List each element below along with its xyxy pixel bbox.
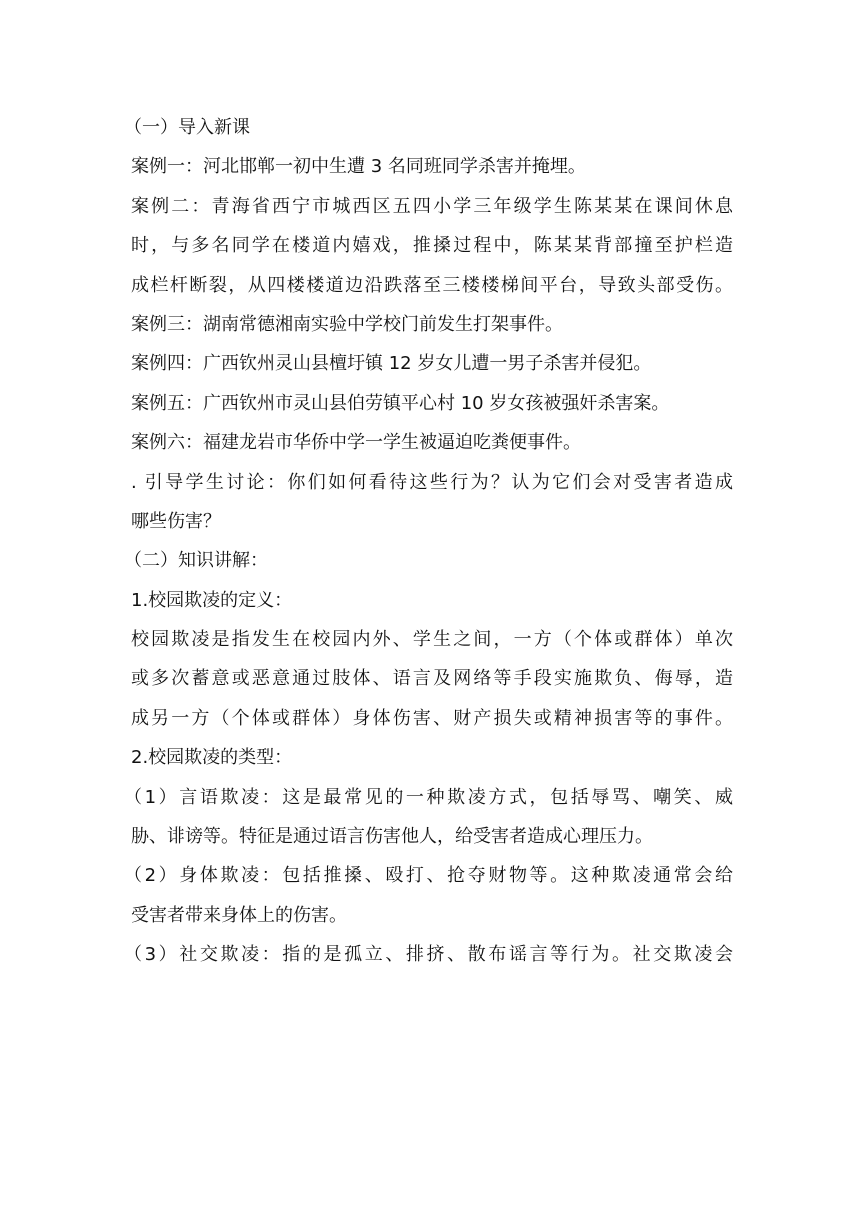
case-one: 案例一：河北邯郸一初中生遭 3 名同班同学杀害并掩埋。: [131, 156, 586, 178]
case-five: 案例五：广西钦州市灵山县伯劳镇平心村 10 岁女孩被强奸杀害案。: [131, 392, 670, 414]
discussion-prompt-line-2: 哪些伤害？: [131, 510, 221, 532]
case-two-line-3: 成栏杆断裂，从四楼楼道边沿跌落至三楼楼梯间平台，导致头部受伤。: [131, 274, 733, 296]
definition-line-1: 校园欺凌是指发生在校园内外、学生之间，一方（个体或群体）单次: [131, 629, 733, 651]
physical-bullying-line-2: 受害者带来身体上的伤害。: [131, 904, 347, 926]
verbal-bullying-line-1: （1）言语欺凌：这是最常见的一种欺凌方式，包括辱骂、嘲笑、威: [124, 786, 733, 808]
definition-line-2: 或多次蓄意或恶意通过肢体、语言及网络等手段实施欺负、侮辱，造: [131, 668, 733, 690]
verbal-bullying-line-2: 胁、诽谤等。特征是通过语言伤害他人，给受害者造成心理压力。: [131, 826, 653, 848]
case-three: 案例三：湖南常德湘南实验中学校门前发生打架事件。: [131, 313, 563, 335]
section-heading-intro: （一）导入新课: [124, 117, 250, 138]
discussion-prompt-line-1: . 引导学生讨论：你们如何看待这些行为？认为它们会对受害者造成: [131, 471, 733, 493]
physical-bullying-line-1: （2）身体欺凌：包括推搡、殴打、抢夺财物等。这种欺凌通常会给: [124, 865, 733, 887]
case-four: 案例四：广西钦州灵山县檀圩镇 12 岁女儿遭一男子杀害并侵犯。: [131, 353, 652, 375]
document-body: [124, 108, 733, 975]
social-bullying-line-1: （3）社交欺凌：指的是孤立、排挤、散布谣言等行为。社交欺凌会: [124, 944, 733, 966]
types-heading: 2.校园欺凌的类型：: [131, 747, 293, 769]
case-two-line-2: 时，与多名同学在楼道内嬉戏，推搡过程中，陈某某背部撞至护栏造: [131, 235, 733, 257]
case-two-line-1: 案例二：青海省西宁市城西区五四小学三年级学生陈某某在课间休息: [131, 195, 733, 217]
definition-line-3: 成另一方（个体或群体）身体伤害、财产损失或精神损害等的事件。: [131, 707, 733, 729]
definition-heading: 1.校园欺凌的定义：: [131, 589, 293, 611]
case-six: 案例六：福建龙岩市华侨中学一学生被逼迫吃粪便事件。: [131, 432, 581, 454]
section-heading-knowledge: （二）知识讲解：: [124, 550, 268, 572]
